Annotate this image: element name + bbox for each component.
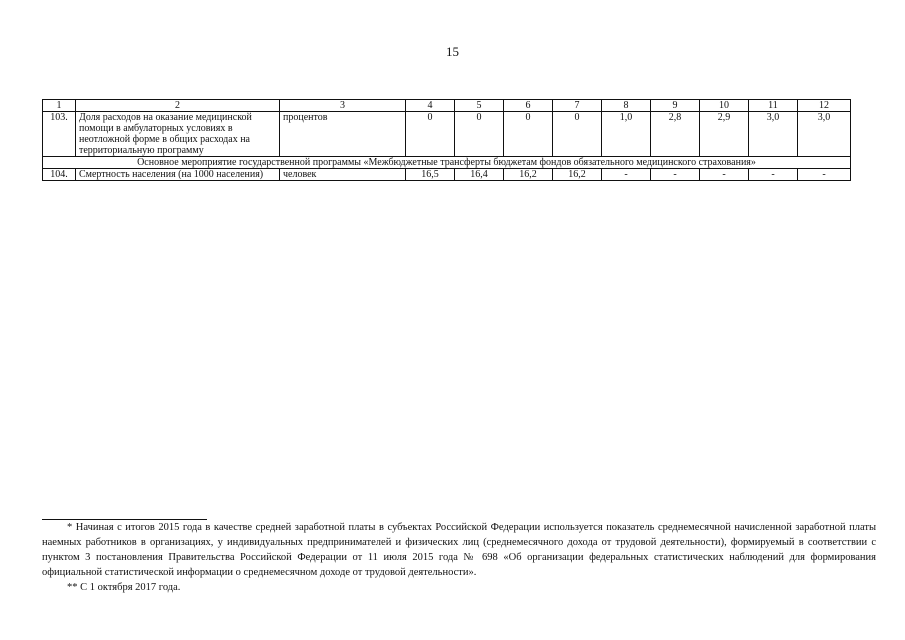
indicators-table bbox=[42, 99, 851, 181]
footnote-1: * Начиная с итогов 2015 года в качестве средней заработной платы в субъектах Российской Федерации используется показатель среднемесячной начисленной заработной платы наемных работников в организациях, у индивидуальных предпринимателей и физических лиц (среднемесячного дохода от трудовой деятельности), формируемый в соответствии с пунктом 3 постановления Правительства Российской Федерации от 11 июля 2015 года № 698 «Об организации федеральных статистических наблюдений для формирования официальной статистической информации о среднемесячном доходе от трудовой деятельности». bbox=[42, 522, 876, 578]
value-cell: 0 bbox=[455, 112, 504, 157]
indicator-name: Доля расходов на оказание медицинской помощи в амбулаторных условиях в неотложной форме в общих расходах на территориальную программу bbox=[76, 112, 280, 157]
value-cell: 0 bbox=[553, 112, 602, 157]
section-row bbox=[43, 157, 851, 169]
column-header: 11 bbox=[749, 100, 798, 112]
column-header: 1 bbox=[43, 100, 76, 112]
value-cell: 3,0 bbox=[749, 112, 798, 157]
page-number: 15 bbox=[446, 44, 459, 59]
value-cell: - bbox=[798, 169, 851, 181]
value-cell: 0 bbox=[406, 112, 455, 157]
value-cell: - bbox=[651, 169, 700, 181]
value-cell: 3,0 bbox=[798, 112, 851, 157]
unit-cell: человек bbox=[280, 169, 406, 181]
value-cell: 0 bbox=[504, 112, 553, 157]
section-title: Основное мероприятие государственной программы «Межбюджетные трансферты бюджетам фондов обязательного медицинского страхования» bbox=[43, 157, 851, 169]
column-header: 12 bbox=[798, 100, 851, 112]
column-header: 4 bbox=[406, 100, 455, 112]
footnotes bbox=[42, 520, 876, 595]
value-cell: 2,8 bbox=[651, 112, 700, 157]
value-cell: 1,0 bbox=[602, 112, 651, 157]
value-cell: - bbox=[602, 169, 651, 181]
table-row-103 bbox=[43, 112, 851, 157]
value-cell: 16,2 bbox=[504, 169, 553, 181]
value-cell: - bbox=[749, 169, 798, 181]
indicator-name: Смертность населения (на 1000 населения) bbox=[76, 169, 280, 181]
value-cell: 2,9 bbox=[700, 112, 749, 157]
column-header: 10 bbox=[700, 100, 749, 112]
row-number: 104. bbox=[43, 169, 76, 181]
value-cell: 16,5 bbox=[406, 169, 455, 181]
column-header: 9 bbox=[651, 100, 700, 112]
unit-cell: процентов bbox=[280, 112, 406, 157]
column-header: 8 bbox=[602, 100, 651, 112]
column-header: 2 bbox=[76, 100, 280, 112]
table-row-104 bbox=[43, 169, 851, 181]
row-number: 103. bbox=[43, 112, 76, 157]
value-cell: 16,4 bbox=[455, 169, 504, 181]
column-header: 6 bbox=[504, 100, 553, 112]
column-header: 3 bbox=[280, 100, 406, 112]
footnote-2: ** С 1 октября 2017 года. bbox=[67, 582, 181, 593]
column-header: 5 bbox=[455, 100, 504, 112]
table-header-row bbox=[43, 100, 851, 112]
value-cell: 16,2 bbox=[553, 169, 602, 181]
value-cell: - bbox=[700, 169, 749, 181]
column-header: 7 bbox=[553, 100, 602, 112]
